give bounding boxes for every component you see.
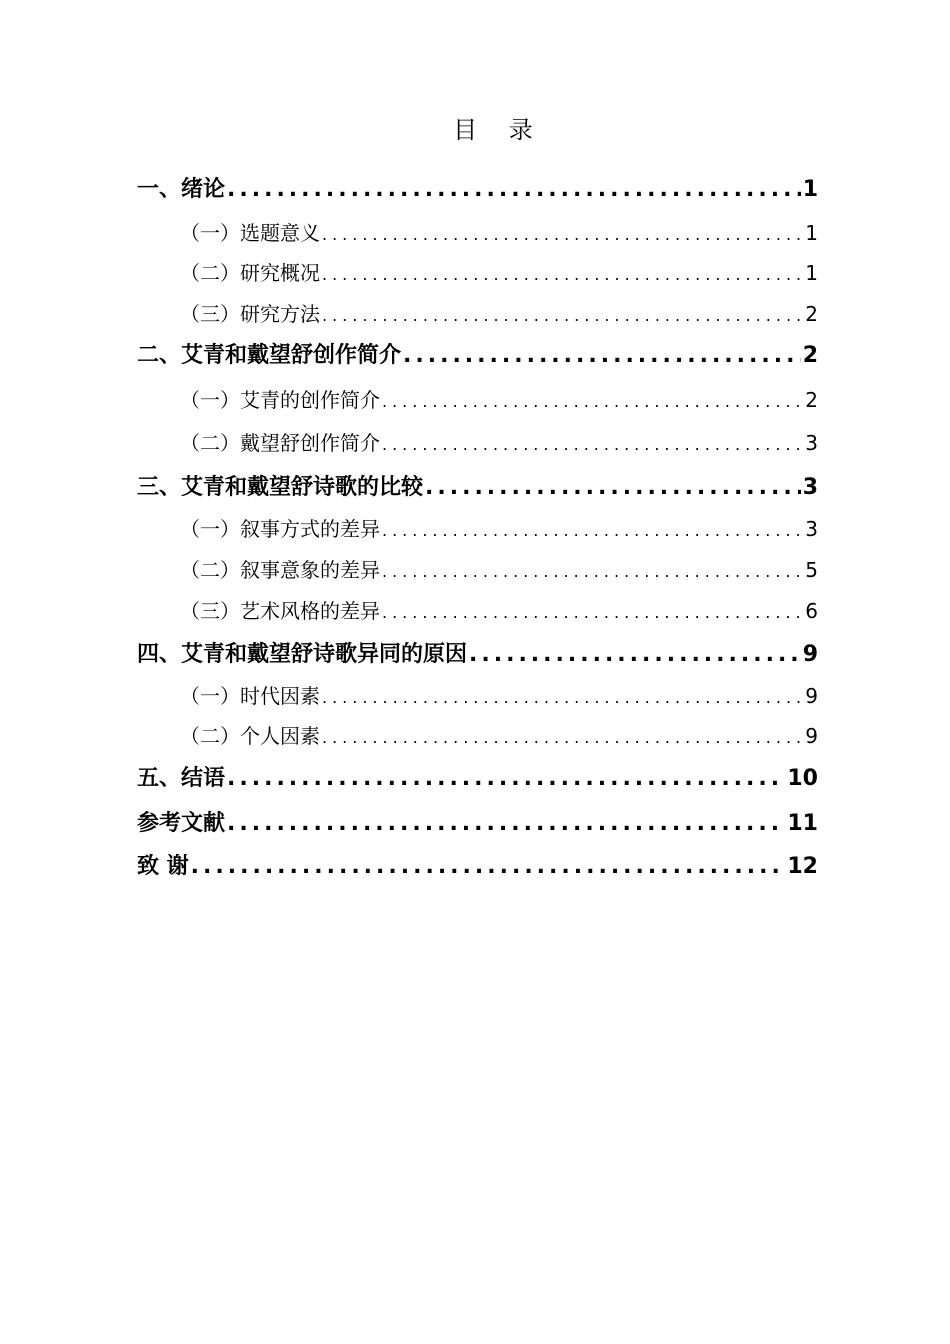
- toc-entry[interactable]: [180, 385, 818, 415]
- toc-entry-label: 二、艾青和戴望舒创作简介: [137, 343, 402, 368]
- toc-entry-label: 致 谢: [137, 854, 189, 879]
- toc-page-number: 6: [805, 599, 818, 623]
- toc-page-number: 1: [802, 177, 818, 202]
- toc-entry-label: （一）选题意义: [180, 221, 320, 245]
- toc-entry[interactable]: [137, 339, 818, 373]
- toc-page-number: 9: [805, 684, 818, 708]
- toc-page-number: 2: [805, 388, 818, 412]
- toc-entry-label: （二）叙事意象的差异: [180, 558, 380, 582]
- toc-dot-leader: [403, 339, 801, 373]
- toc-page-number: 3: [802, 475, 818, 500]
- toc-page-number: 1: [805, 221, 818, 245]
- toc-page-number: 3: [805, 431, 818, 455]
- toc-entry[interactable]: [137, 471, 818, 505]
- toc-dot-leader: [227, 807, 785, 841]
- toc-entry[interactable]: [180, 428, 818, 458]
- toc-entry-label: 三、艾青和戴望舒诗歌的比较: [137, 475, 424, 500]
- toc-page-number: 9: [805, 724, 818, 748]
- toc-entry[interactable]: [180, 218, 818, 248]
- toc-page-number: 5: [805, 558, 818, 582]
- toc-page-number: 2: [805, 302, 818, 326]
- toc-dot-leader: [382, 598, 803, 626]
- toc-entry-label: 参考文献: [137, 811, 226, 836]
- toc-page-number: 1: [805, 261, 818, 285]
- toc-entry[interactable]: [180, 258, 818, 288]
- toc-entry-label: 五、结语: [137, 766, 226, 791]
- toc-page-number: 3: [805, 517, 818, 541]
- toc-entry[interactable]: [180, 514, 818, 544]
- toc-entry[interactable]: [137, 173, 818, 207]
- toc-dot-leader: [382, 387, 803, 415]
- toc-dot-leader: [425, 471, 801, 505]
- toc-dot-leader: [322, 683, 803, 711]
- toc-entry-label: （二）研究概况: [180, 261, 320, 285]
- toc-dot-leader: [469, 638, 801, 672]
- toc-page-number: 12: [787, 854, 818, 879]
- toc-title: 目 录: [453, 116, 545, 144]
- toc-entry[interactable]: [137, 762, 818, 796]
- toc-entry[interactable]: [180, 555, 818, 585]
- toc-dot-leader: [227, 173, 801, 207]
- toc-entry-label: （三）艺术风格的差异: [180, 599, 380, 623]
- toc-dot-leader: [227, 762, 785, 796]
- toc-entry[interactable]: [137, 807, 818, 841]
- toc-dot-leader: [382, 557, 803, 585]
- toc-dot-leader: [322, 301, 803, 329]
- toc-dot-leader: [382, 430, 803, 458]
- toc-dot-leader: [322, 260, 803, 288]
- toc-entry[interactable]: [137, 638, 818, 672]
- toc-page-number: 2: [802, 343, 818, 368]
- toc-dot-leader: [191, 850, 786, 884]
- toc-entry-label: 一、绪论: [137, 177, 226, 202]
- toc-entry-label: （一）时代因素: [180, 684, 320, 708]
- toc-entry-label: （二）个人因素: [180, 724, 320, 748]
- toc-entry[interactable]: [180, 721, 818, 751]
- toc-page-number: 10: [787, 766, 818, 791]
- toc-dot-leader: [382, 516, 803, 544]
- toc-entry[interactable]: [137, 850, 818, 884]
- toc-page-number: 11: [787, 811, 818, 836]
- toc-entry-label: （一）叙事方式的差异: [180, 517, 380, 541]
- toc-entry[interactable]: [180, 596, 818, 626]
- toc-entry-label: （三）研究方法: [180, 302, 320, 326]
- toc-entry[interactable]: [180, 681, 818, 711]
- toc-entry-label: （一）艾青的创作简介: [180, 388, 380, 412]
- toc-entry-label: （二）戴望舒创作简介: [180, 431, 380, 455]
- toc-entry[interactable]: [180, 299, 818, 329]
- toc-dot-leader: [322, 220, 803, 248]
- toc-dot-leader: [322, 723, 803, 751]
- toc-page-number: 9: [802, 642, 818, 667]
- toc-entry-label: 四、艾青和戴望舒诗歌异同的原因: [137, 642, 468, 667]
